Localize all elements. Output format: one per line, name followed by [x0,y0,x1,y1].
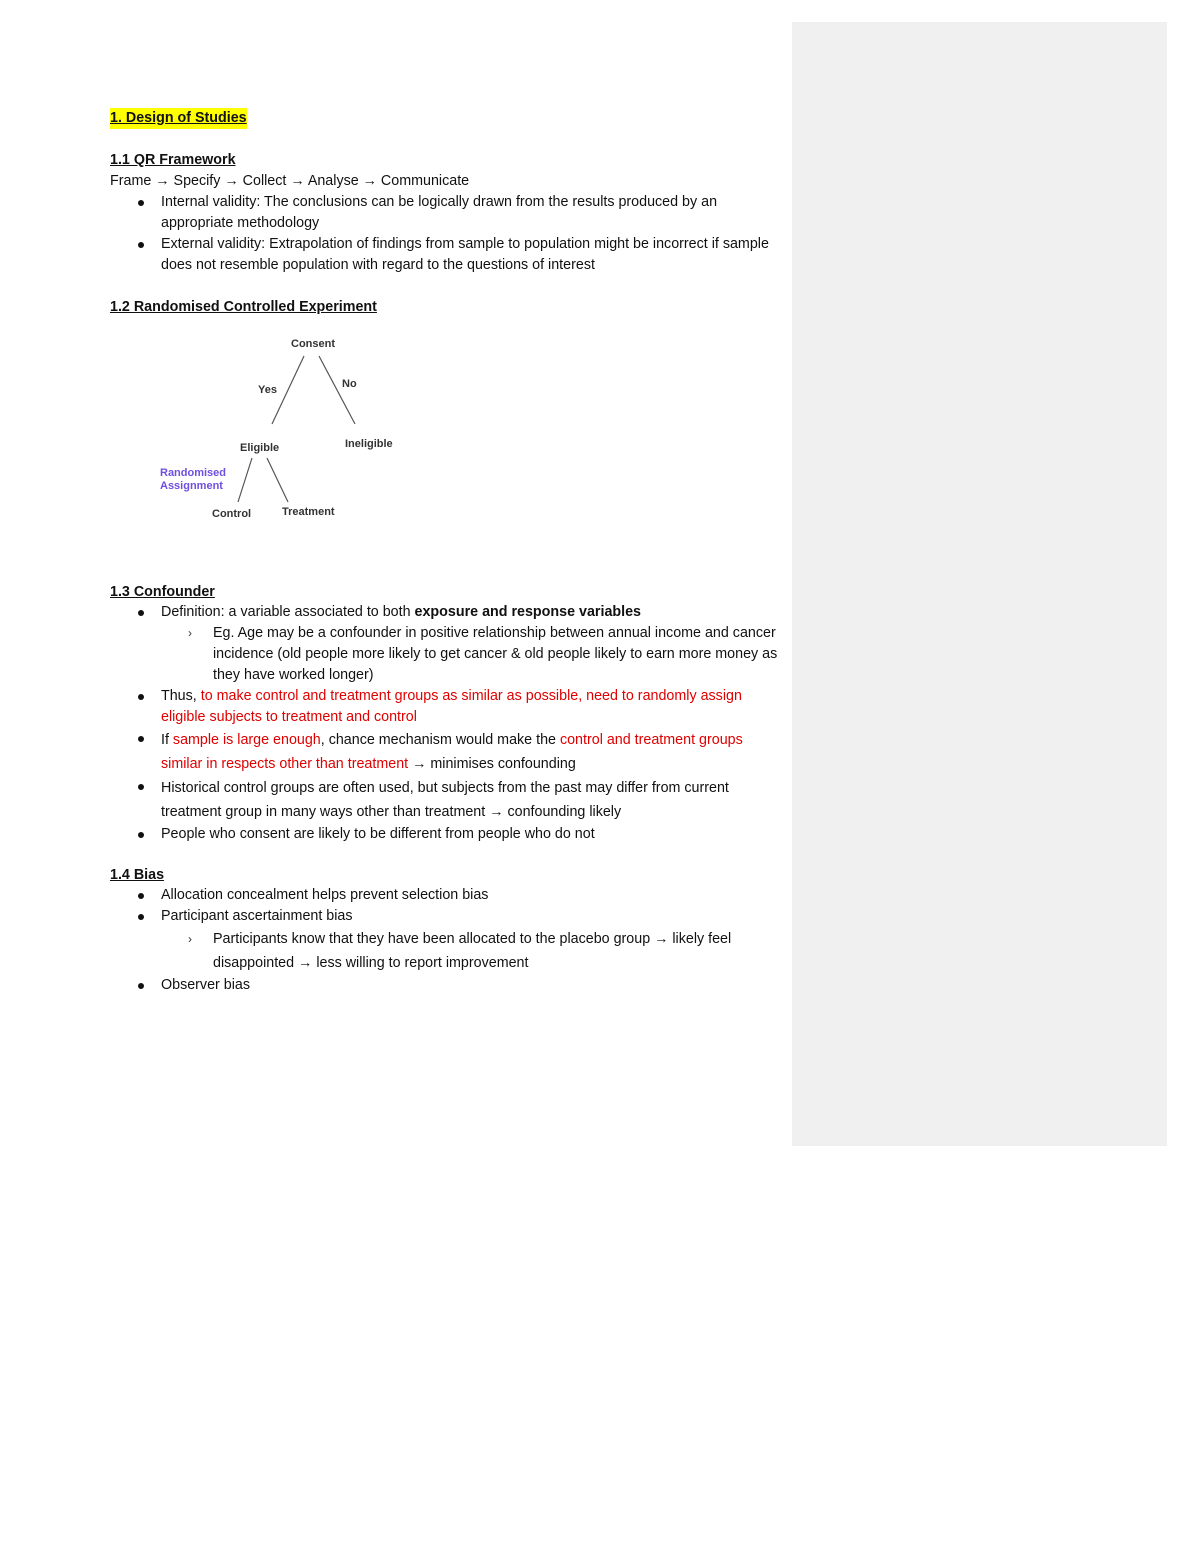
eligible-node: Eligible [240,442,280,454]
page-title: 1. Design of Studies [110,108,247,129]
sub-list-item: › Participants know that they have been allocated to the placebo group → likely feel disappointed → less willing to report improvement [110,927,785,975]
section-heading-1-1: 1.1 QR Framework [110,152,236,168]
treatment-branch-line [267,458,288,502]
consent-node: Consent [291,338,335,350]
framework-flow: Frame → Specify → Collect → Analyse → Communicate [110,173,470,189]
yes-label: Yes [258,384,277,396]
list-item: Observer bias [110,975,785,996]
bullet-list-1-1 [110,192,785,276]
no-branch-line [319,356,355,424]
section-heading-1-4: 1.4 Bias [110,867,165,883]
list-item: Definition: a variable associated to both exposure and response variables › Eg. Age may be a confounder in positive relationship between annual income and cancer incidence (old people more likely to get cancer & old people likely to earn more money as they have worked longer) [110,602,785,686]
list-item: Historical control groups are often used, but subjects from the past may differ from current treatment group in many ways other than treatment → confounding likely [110,776,785,824]
control-node: Control [212,508,252,520]
comment-pane [792,22,1167,1146]
bullet-list-1-4 [110,885,785,996]
control-branch-line [238,458,252,502]
list-item: External validity: Extrapolation of findings from sample to population might be incorrect if sample does not resemble population with regard to the questions of interest [110,234,785,276]
no-label: No [342,378,357,390]
randomised-label: Randomised [160,467,227,479]
list-item: Participant ascertainment bias › Participants know that they have been allocated to the placebo group → likely feel disappointed → less willing to report improvement [110,906,785,975]
list-item: People who consent are likely to be different from people who do not [110,824,785,845]
sub-list [110,927,785,975]
section-heading-1-3: 1.3 Confounder [110,584,215,600]
list-item: Allocation concealment helps prevent selection bias [110,885,785,906]
rct-tree-diagram [110,318,785,568]
list-item: Internal validity: The conclusions can be logically drawn from the results produced by an appropriate methodology [110,192,785,234]
list-item: If sample is large enough, chance mechanism would make the control and treatment groups similar in respects other than treatment → minimises confounding [110,728,785,776]
sub-list [110,623,785,686]
treatment-node: Treatment [282,506,335,518]
tree-lines [110,318,785,568]
ineligible-node: Ineligible [345,438,393,450]
bullet-list-1-3 [110,602,785,845]
list-item: Thus, to make control and treatment groups as similar as possible, need to randomly assign eligible subjects to treatment and control [110,686,785,728]
document-page [110,108,785,996]
assignment-label: Assignment [160,480,223,492]
section-heading-1-2: 1.2 Randomised Controlled Experiment [110,299,377,315]
sub-list-item: › Eg. Age may be a confounder in positive relationship between annual income and cancer incidence (old people more likely to get cancer & old people likely to earn more money as they have worked longer) [110,623,785,686]
